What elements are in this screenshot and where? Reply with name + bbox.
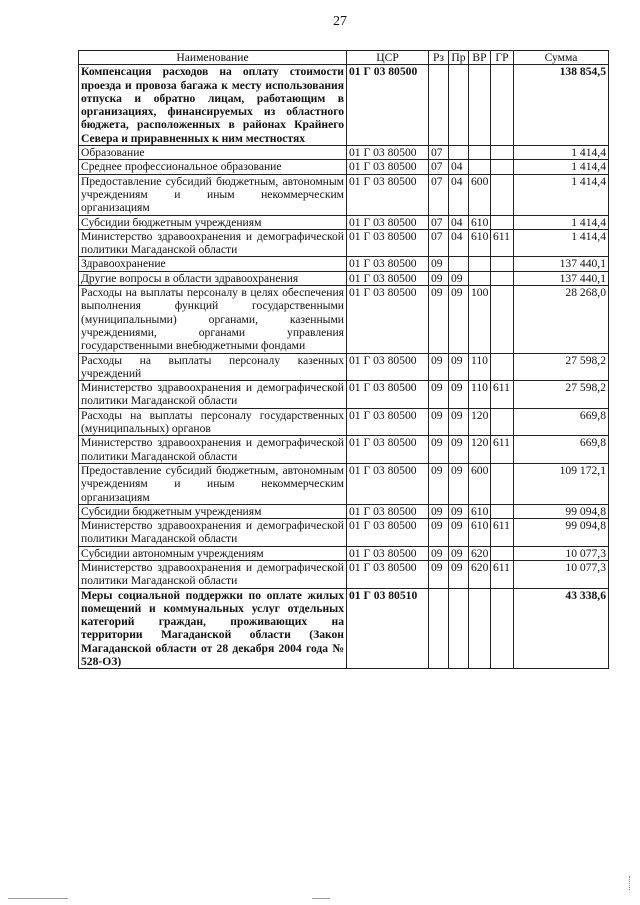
- cell-rz: 09: [429, 519, 449, 547]
- table-row: [79, 146, 609, 160]
- cell-gr: [491, 271, 514, 285]
- cell-gr: [491, 174, 514, 215]
- cell-vr: 600: [469, 463, 491, 504]
- cell-gr: [491, 408, 514, 436]
- cell-rz: 09: [429, 271, 449, 285]
- cell-pr: [449, 257, 469, 271]
- cell-rz: 07: [429, 215, 449, 229]
- cell-sum: 10 077,3: [514, 560, 609, 588]
- cell-gr: 611: [491, 560, 514, 588]
- header-csr: ЦСР: [347, 51, 429, 65]
- cell-vr: 620: [469, 546, 491, 560]
- cell-sum: 137 440,1: [514, 271, 609, 285]
- cell-vr: [469, 65, 491, 146]
- cell-gr: [491, 160, 514, 174]
- cell-csr: 01 Г 03 80500: [347, 436, 429, 464]
- cell-csr: 01 Г 03 80500: [347, 257, 429, 271]
- cell-csr: 01 Г 03 80500: [347, 504, 429, 518]
- cell-csr: 01 Г 03 80500: [347, 463, 429, 504]
- cell-gr: 611: [491, 381, 514, 409]
- cell-pr: [449, 65, 469, 146]
- cell-rz: 07: [429, 146, 449, 160]
- cell-vr: [469, 257, 491, 271]
- cell-rz: 09: [429, 286, 449, 353]
- cell-name: Субсидии бюджетным учреждениям: [79, 504, 347, 518]
- cell-rz: 09: [429, 353, 449, 381]
- cell-sum: 1 414,4: [514, 229, 609, 257]
- cell-csr: 01 Г 03 80500: [347, 271, 429, 285]
- cell-name: Субсидии бюджетным учреждениям: [79, 215, 347, 229]
- cell-pr: 09: [449, 463, 469, 504]
- scan-bottom-dash: [8, 898, 68, 899]
- cell-pr: [449, 146, 469, 160]
- cell-pr: 09: [449, 408, 469, 436]
- cell-gr: [491, 146, 514, 160]
- cell-name: Министерство здравоохранения и демографической политики Магаданской области: [79, 229, 347, 257]
- cell-rz: 09: [429, 408, 449, 436]
- cell-name: Министерство здравоохранения и демографической политики Магаданской области: [79, 436, 347, 464]
- cell-pr: 09: [449, 381, 469, 409]
- cell-vr: 120: [469, 408, 491, 436]
- cell-gr: [491, 588, 514, 669]
- cell-sum: 99 094,8: [514, 504, 609, 518]
- cell-csr: 01 Г 03 80500: [347, 546, 429, 560]
- table-row: [79, 257, 609, 271]
- cell-vr: [469, 160, 491, 174]
- table-row: [79, 560, 609, 588]
- cell-csr: 01 Г 03 80500: [347, 174, 429, 215]
- cell-csr: 01 Г 03 80500: [347, 215, 429, 229]
- table-row: [79, 174, 609, 215]
- cell-gr: [491, 463, 514, 504]
- table-row: [79, 229, 609, 257]
- page-number: 27: [333, 14, 347, 29]
- cell-pr: 09: [449, 546, 469, 560]
- table-row: [79, 519, 609, 547]
- table-row: [79, 381, 609, 409]
- scan-edge-mark: [629, 876, 632, 890]
- cell-csr: 01 Г 03 80500: [347, 353, 429, 381]
- cell-sum: 669,8: [514, 436, 609, 464]
- cell-sum: 1 414,4: [514, 146, 609, 160]
- header-rz: Рз: [429, 51, 449, 65]
- cell-pr: 09: [449, 560, 469, 588]
- header-gr: ГР: [491, 51, 514, 65]
- cell-name: Субсидии автономным учреждениям: [79, 546, 347, 560]
- cell-sum: 43 338,6: [514, 588, 609, 669]
- header-vr: ВР: [469, 51, 491, 65]
- cell-name: Другие вопросы в области здравоохранения: [79, 271, 347, 285]
- cell-pr: 04: [449, 174, 469, 215]
- cell-vr: [469, 146, 491, 160]
- table-row: [79, 65, 609, 146]
- cell-vr: 600: [469, 174, 491, 215]
- cell-csr: 01 Г 03 80500: [347, 65, 429, 146]
- cell-vr: [469, 588, 491, 669]
- table-row: [79, 353, 609, 381]
- cell-sum: 669,8: [514, 408, 609, 436]
- cell-sum: 27 598,2: [514, 353, 609, 381]
- table-row: [79, 408, 609, 436]
- header-pr: Пр: [449, 51, 469, 65]
- cell-name: Образование: [79, 146, 347, 160]
- cell-sum: 1 414,4: [514, 160, 609, 174]
- cell-pr: 04: [449, 215, 469, 229]
- cell-name: Предоставление субсидий бюджетным, автономным учреждениям и иным некоммерческим организациям: [79, 463, 347, 504]
- cell-name: Компенсация расходов на оплату стоимости проезда и провоза багажа к месту использования отпуска и обратно лицам, работающим в организациях, финансируемых из областного бюджета, расположенных в районах Крайнего Севера и приравненных к ним местностях: [79, 65, 347, 146]
- cell-gr: [491, 504, 514, 518]
- cell-rz: 09: [429, 381, 449, 409]
- cell-csr: 01 Г 03 80500: [347, 160, 429, 174]
- cell-csr: 01 Г 03 80500: [347, 408, 429, 436]
- cell-vr: 110: [469, 381, 491, 409]
- cell-vr: 610: [469, 504, 491, 518]
- cell-gr: [491, 353, 514, 381]
- table-row: [79, 504, 609, 518]
- cell-rz: [429, 588, 449, 669]
- table-row: [79, 286, 609, 353]
- cell-sum: 1 414,4: [514, 215, 609, 229]
- cell-name: Министерство здравоохранения и демографической политики Магаданской области: [79, 560, 347, 588]
- cell-rz: 09: [429, 463, 449, 504]
- cell-pr: 09: [449, 519, 469, 547]
- cell-name: Расходы на выплаты персоналу в целях обеспечения выполнения функций государственными (муниципальными) органами, казенными учреждениями, органами управления государственными внебюджетными фондами: [79, 286, 347, 353]
- cell-name: Среднее профессиональное образование: [79, 160, 347, 174]
- cell-name: Министерство здравоохранения и демографической политики Магаданской области: [79, 519, 347, 547]
- cell-vr: 610: [469, 215, 491, 229]
- cell-pr: [449, 588, 469, 669]
- table-row: [79, 588, 609, 669]
- cell-name: Расходы на выплаты персоналу государственных (муниципальных) органов: [79, 408, 347, 436]
- cell-gr: [491, 257, 514, 271]
- cell-vr: 120: [469, 436, 491, 464]
- cell-gr: [491, 65, 514, 146]
- table-row: [79, 271, 609, 285]
- cell-rz: 09: [429, 560, 449, 588]
- cell-rz: 07: [429, 229, 449, 257]
- cell-pr: 04: [449, 229, 469, 257]
- budget-table: [78, 50, 609, 669]
- header-row: [79, 51, 609, 65]
- cell-vr: 110: [469, 353, 491, 381]
- cell-vr: 620: [469, 560, 491, 588]
- cell-name: Меры социальной поддержки по оплате жилых помещений и коммунальных услуг отдельных категорий граждан, проживающих на территории Магаданской области (Закон Магаданской области от 28 декабря 2004 года № 528-ОЗ): [79, 588, 347, 669]
- cell-name: Расходы на выплаты персоналу казенных учреждений: [79, 353, 347, 381]
- cell-csr: 01 Г 03 80510: [347, 588, 429, 669]
- cell-name: Предоставление субсидий бюджетным, автономным учреждениям и иным некоммерческим организациям: [79, 174, 347, 215]
- cell-gr: 611: [491, 436, 514, 464]
- cell-name: Здравоохранение: [79, 257, 347, 271]
- scan-bottom-dash: [312, 898, 330, 899]
- cell-rz: 09: [429, 546, 449, 560]
- cell-rz: 09: [429, 504, 449, 518]
- cell-name: Министерство здравоохранения и демографической политики Магаданской области: [79, 381, 347, 409]
- cell-sum: 1 414,4: [514, 174, 609, 215]
- cell-rz: 09: [429, 436, 449, 464]
- cell-csr: 01 Г 03 80500: [347, 286, 429, 353]
- cell-gr: [491, 215, 514, 229]
- header-name: Наименование: [79, 51, 347, 65]
- cell-vr: 610: [469, 229, 491, 257]
- cell-csr: 01 Г 03 80500: [347, 229, 429, 257]
- cell-sum: 10 077,3: [514, 546, 609, 560]
- cell-csr: 01 Г 03 80500: [347, 560, 429, 588]
- cell-sum: 28 268,0: [514, 286, 609, 353]
- cell-sum: 109 172,1: [514, 463, 609, 504]
- cell-gr: [491, 546, 514, 560]
- cell-sum: 138 854,5: [514, 65, 609, 146]
- cell-vr: 610: [469, 519, 491, 547]
- header-sum: Сумма: [514, 51, 609, 65]
- cell-pr: 09: [449, 286, 469, 353]
- cell-rz: 07: [429, 174, 449, 215]
- cell-csr: 01 Г 03 80500: [347, 146, 429, 160]
- cell-rz: [429, 65, 449, 146]
- cell-rz: 07: [429, 160, 449, 174]
- table-row: [79, 215, 609, 229]
- table-row: [79, 463, 609, 504]
- cell-rz: 09: [429, 257, 449, 271]
- cell-pr: 09: [449, 436, 469, 464]
- cell-gr: 611: [491, 229, 514, 257]
- cell-pr: 09: [449, 504, 469, 518]
- cell-pr: 09: [449, 353, 469, 381]
- cell-vr: [469, 271, 491, 285]
- cell-sum: 137 440,1: [514, 257, 609, 271]
- cell-vr: 100: [469, 286, 491, 353]
- cell-sum: 99 094,8: [514, 519, 609, 547]
- cell-gr: 611: [491, 519, 514, 547]
- cell-pr: 04: [449, 160, 469, 174]
- table-row: [79, 160, 609, 174]
- table-row: [79, 546, 609, 560]
- cell-gr: [491, 286, 514, 353]
- cell-csr: 01 Г 03 80500: [347, 381, 429, 409]
- cell-pr: 09: [449, 271, 469, 285]
- cell-csr: 01 Г 03 80500: [347, 519, 429, 547]
- table-row: [79, 436, 609, 464]
- cell-sum: 27 598,2: [514, 381, 609, 409]
